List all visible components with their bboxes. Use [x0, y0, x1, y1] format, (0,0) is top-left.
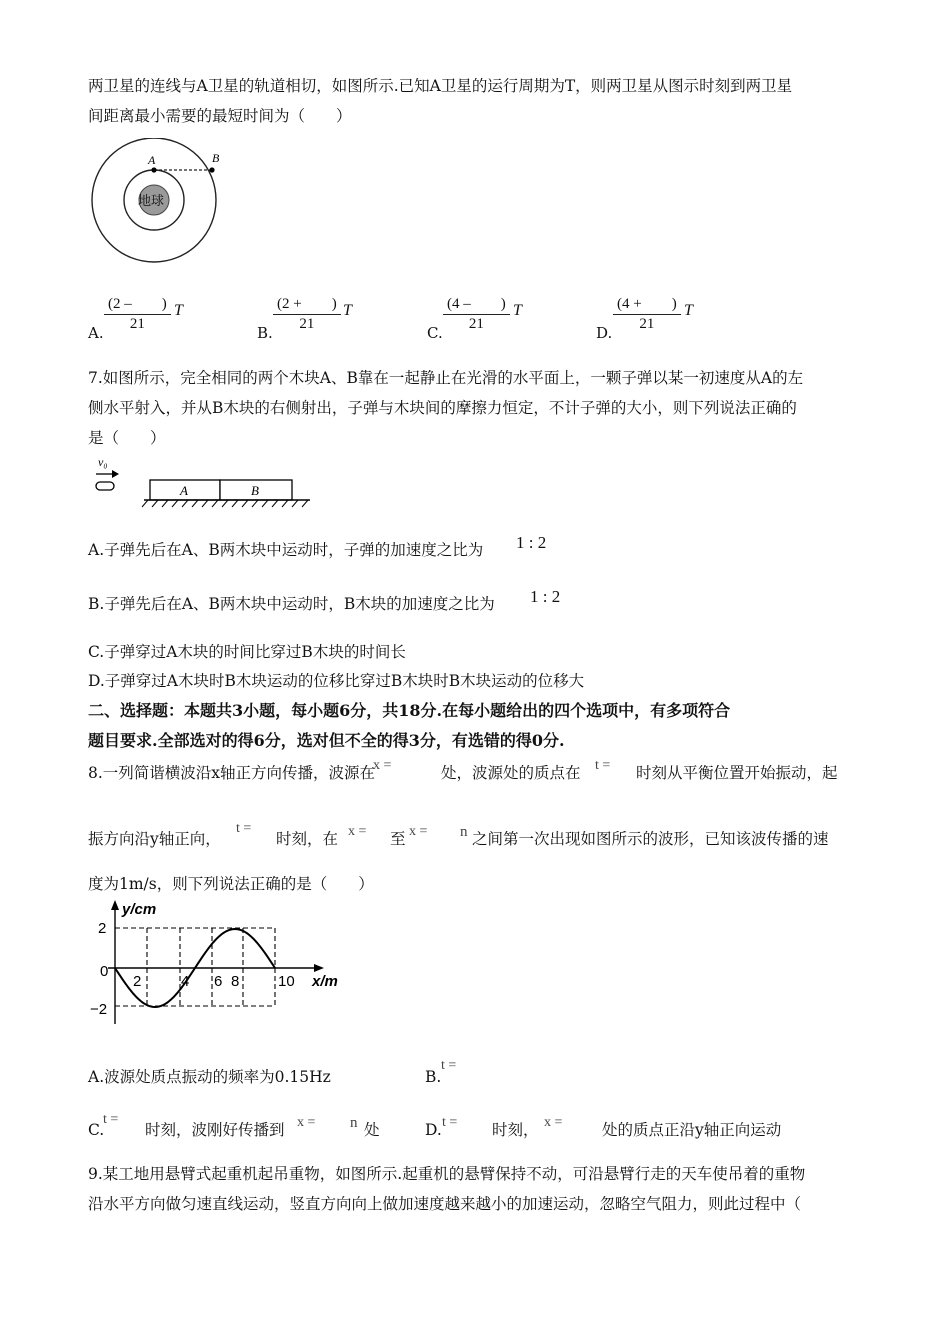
q6-line-1: 两卫星的连线与A卫星的轨道相切，如图所示.已知A卫星的运行周期为T，则两卫星从图示时刻到两卫星 — [88, 77, 793, 95]
blocks-figure — [88, 452, 316, 510]
wave-chart — [86, 896, 348, 1030]
q8-line-3: 度为1m/s，则下列说法正确的是（ ） — [88, 875, 374, 893]
q6-line-2: 间距离最小需要的最短时间为（ ） — [88, 107, 352, 125]
q9-line-2: 沿水平方向做匀速直线运动，竖直方向向上做加速度越来越小的加速运动，忽略空气阻力，则此过程中（ — [88, 1195, 802, 1213]
y-axis-arrow — [111, 900, 119, 910]
x-tick-6: 6 — [214, 973, 223, 990]
block-a-label: A — [180, 483, 188, 498]
section-2-heading-line-1: 二、选择题：本题共3小题，每小题6分，共18分.在每小题给出的四个选项中，有多项符合 — [88, 701, 731, 720]
q8-line-1-math-t: t = — [595, 758, 611, 773]
q7-line-2: 侧水平射入，并从B木块的右侧射出，子弹与木块间的摩擦力恒定，不计子弹的大小，则下列说法正确的 — [88, 399, 797, 417]
q6-option-c-numerator: (4 – ) — [443, 292, 510, 315]
y-axis-label: y/cm — [122, 901, 157, 918]
q8-option-c-letter: C. — [88, 1121, 105, 1139]
q8-option-d-text-1: 时刻， — [492, 1121, 539, 1139]
q8-line-1c: 时刻从平衡位置开始振动，起 — [636, 764, 838, 782]
q8-option-a: A.波源处质点振动的频率为0.15Hz — [88, 1068, 331, 1086]
x-tick-10: 10 — [278, 973, 295, 990]
q7-option-b: B.子弹先后在A、B两木块中运动时，B木块的加速度之比为 — [88, 595, 495, 613]
q8-line-2-math-n: n — [460, 824, 468, 840]
velocity-arrow-head — [112, 470, 119, 478]
q8-option-c-text-2: 处 — [364, 1121, 380, 1139]
q8-line-2d: 之间第一次出现如图所示的波形，已知该波传播的速 — [472, 830, 829, 848]
q8-line-2-math-x2: x = — [409, 824, 428, 839]
x-axis-label: x/m — [312, 973, 338, 990]
q8-option-d-math-t: t = — [442, 1115, 458, 1130]
q8-option-b-letter: B. — [425, 1068, 442, 1086]
q8-line-2a: 振方向沿y轴正向， — [88, 830, 221, 848]
q6-option-a-letter: A. — [88, 324, 104, 342]
q6-option-a-fraction — [104, 292, 171, 333]
q7-option-a-ratio: 1 : 2 — [516, 533, 547, 552]
q6-option-d-numerator: (4 + ) — [613, 292, 681, 315]
q6-option-c-t: T — [513, 302, 522, 319]
q8-line-1b: 处，波源处的质点在 — [441, 764, 581, 782]
q6-option-c-denominator: 21 — [468, 316, 484, 332]
y-tick-0: 0 — [100, 963, 109, 980]
q7-option-c: C.子弹穿过A木块的时间比穿过B木块的时间长 — [88, 643, 406, 661]
bullet — [96, 482, 114, 490]
q6-option-d-t: T — [684, 302, 693, 319]
label-b: B — [212, 151, 220, 165]
section-2-heading-line-2: 题目要求.全部选对的得6分，选对但不全的得3分，有选错的得0分. — [88, 731, 565, 750]
q6-option-b-numerator: (2 + ) — [273, 292, 341, 315]
q8-option-c-math-t: t = — [103, 1112, 119, 1127]
q8-line-2-math-x1: x = — [348, 824, 367, 839]
q9-line-1: 9.某工地用悬臂式起重机起吊重物，如图所示.起重机的悬臂保持不动，可沿悬臂行走的天车使吊着的重物 — [88, 1165, 806, 1183]
q6-option-b-t: T — [343, 302, 352, 319]
q6-option-d-denominator: 21 — [639, 316, 655, 332]
orbit-figure — [86, 138, 232, 272]
y-tick-2: 2 — [98, 920, 107, 937]
x-axis-arrow — [314, 964, 324, 972]
q6-option-b-letter: B. — [257, 324, 273, 342]
block-b-label: B — [251, 483, 259, 498]
q6-option-d-letter: D. — [596, 324, 613, 342]
satellite-b — [209, 167, 214, 172]
q6-option-a-denominator: 21 — [129, 316, 145, 332]
x-tick-4: 4 — [181, 973, 190, 990]
q8-option-d-letter: D. — [425, 1121, 442, 1139]
q6-option-b-denominator: 21 — [299, 316, 315, 332]
ground-hatching — [142, 500, 308, 507]
q8-line-1a: 8.一列简谐横波沿x轴正方向传播，波源在 — [88, 764, 376, 782]
q6-option-c-letter: C. — [427, 324, 443, 342]
q6-option-b-fraction — [273, 292, 341, 333]
q7-option-a: A.子弹先后在A、B两木块中运动时，子弹的加速度之比为 — [88, 541, 484, 559]
q6-option-d-fraction — [613, 292, 681, 333]
q8-option-c-math-n: n — [350, 1115, 358, 1131]
q7-line-1: 7.如图所示，完全相同的两个木块A、B靠在一起静止在光滑的水平面上，一颗子弹以某一初速度从A的左 — [88, 369, 804, 387]
satellite-a — [151, 167, 156, 172]
q6-option-a-t: T — [174, 302, 183, 319]
q8-line-2c: 至 — [390, 830, 406, 848]
y-tick-neg2: −2 — [90, 1001, 108, 1018]
q7-line-3: 是（ ） — [88, 429, 166, 447]
x-tick-8: 8 — [231, 973, 240, 990]
q8-option-d-text-2: 处的质点正沿y轴正向运动 — [602, 1121, 782, 1139]
q8-option-b-math: t = — [441, 1058, 457, 1073]
q6-option-c-fraction — [443, 292, 510, 333]
q7-option-d: D.子弹穿过A木块时B木块运动的位移比穿过B木块时B木块运动的位移大 — [88, 672, 585, 690]
q8-option-d-math-x: x = — [544, 1115, 563, 1130]
q6-option-a-numerator: (2 – ) — [104, 292, 171, 315]
q8-line-2-math-t: t = — [236, 821, 252, 836]
q7-option-b-ratio: 1 : 2 — [530, 587, 561, 606]
earth-label: 地球 — [138, 194, 165, 209]
q8-option-c-text-1: 时刻，波刚好传播到 — [145, 1121, 285, 1139]
q8-line-1-math-x: x = — [373, 758, 392, 773]
label-a: A — [148, 153, 156, 167]
x-tick-2: 2 — [133, 973, 142, 990]
v0-label: v₀ — [98, 455, 108, 469]
q8-option-c-math-x: x = — [297, 1115, 316, 1130]
q8-line-2b: 时刻，在 — [276, 830, 339, 848]
